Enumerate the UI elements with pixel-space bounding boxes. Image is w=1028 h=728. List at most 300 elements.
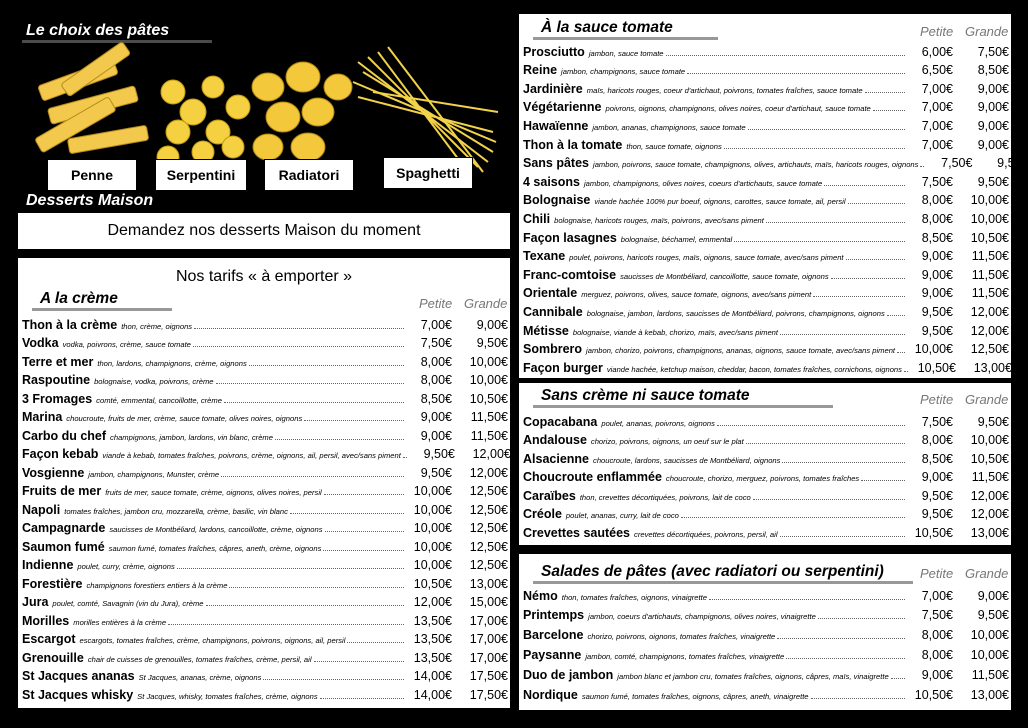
item-name: Barcelone [523,628,584,643]
price-large: 12,00€ [970,323,1009,338]
dot-leader [347,642,404,643]
tomato-menu-panel [519,14,1028,378]
item-description: bolognaise, jambon, lardons, saucisses de Montbéliard, poivrons, champignons, oignons [586,308,885,318]
item-description: bolognaise, viande à kebab, chorizo, maïs, avec/sans piment [572,327,779,337]
price-small: 9,00€ [921,249,953,264]
item-description: thon, sauce tomate, oignons [626,141,722,151]
item-name: Forestière [22,576,83,591]
menu-item-row [22,387,508,406]
menu-item-row [523,114,1009,133]
item-name: Paysanne [523,647,582,662]
size-small-label: Petite [920,24,954,39]
dot-leader [194,328,404,329]
price-large: 17,50€ [469,669,508,683]
item-description: jambon, sauce tomate [588,48,664,58]
item-name: Jura [22,595,49,609]
price-small: 14,00€ [413,669,452,683]
item-name: Reine [523,63,558,78]
price-small: 7,50€ [921,608,953,623]
item-name: Duo de jambon [523,667,614,682]
spaghetti-icon [353,47,498,172]
price-large: 10,00€ [970,193,1009,208]
item-description: thon, crème, oignons [121,321,193,331]
price-small: 9,50€ [420,465,452,480]
item-name: Indienne [22,558,74,572]
item-name: Thon à la tomate [523,137,623,152]
item-description: champignons, jambon, lardons, vin blanc, crème [110,432,273,442]
price-small: 9,50€ [921,488,953,503]
size-small-label: Petite [419,296,453,311]
dot-leader [666,55,905,56]
menu-item-row [523,338,1009,357]
price-small: 7,00€ [921,137,953,152]
menu-item-row [22,480,508,499]
pasta-label-radiatori: Radiatori [264,159,354,191]
item-name: Bolognaise [523,193,591,208]
dot-leader [734,241,905,242]
price-large: 9,00€ [977,118,1009,133]
item-name: Façon burger [523,360,603,375]
price-small: 9,00€ [420,428,452,443]
item-description: poulet, poivrons, haricots rouges, maïs, oignons, sauce tomate, avec/sans piment [569,253,844,263]
price-large: 9,00€ [977,137,1009,152]
item-name: Choucroute enflammée [523,470,662,484]
price-large: 10,00€ [970,211,1009,226]
price-large: 13,00€ [970,687,1009,702]
item-name: Sombrero [523,342,583,357]
price-small: 9,00€ [921,286,953,301]
dot-leader [229,587,404,588]
item-description: choucroute, lardons, saucisses de Montbéliard, oignons [593,455,781,465]
price-small: 8,00€ [921,647,953,662]
price-large: 11,50€ [971,267,1009,282]
price-large: 9,50€ [977,414,1009,429]
menu-item-row [523,624,1009,643]
item-name: Jardinière [523,81,583,96]
item-name: St Jacques ananas [22,669,135,683]
price-large: 10,00€ [970,433,1009,447]
menu-item-row [523,40,1009,59]
menu-item-row [22,424,508,443]
item-description: St Jacques, ananas, crème, oignons [138,673,262,682]
item-description: poulet, comté, Savagnin (vin du Jura), crème [52,599,204,608]
menu-item-row [523,484,1009,503]
item-description: fruits de mer, sauce tomate, crème, oignons, olives noires, persil [105,488,322,497]
item-name: Fruits de mer [22,484,102,498]
item-name: Végétarienne [523,100,602,115]
menu-item-row [22,517,508,536]
price-small: 9,50€ [423,447,455,461]
item-name: Campagnarde [22,521,106,535]
dot-leader [324,494,404,495]
pasta-label-penne: Penne [47,159,137,191]
item-description: chorizo, poivrons, oignons, un oeuf sur le plat [590,437,744,446]
dot-leader [780,536,905,537]
dot-leader [290,513,404,514]
item-name: Morilles [22,613,70,628]
penne-icon [35,41,149,153]
radiatori-icon [252,62,352,161]
item-description: jambon, comté, champignons, tomates fraîches, vinaigrette [585,651,785,661]
pasta-label-serpentini: Serpentini [155,159,247,191]
item-description: bolognaise, haricots rouges, maïs, poivrons, avec/sans piment [554,215,764,225]
salad-menu-panel [519,554,1011,710]
price-small: 10,00€ [413,521,452,535]
dot-leader [746,443,905,444]
item-description: saumon fumé, tomates fraîches, oignons, câpres, aneth, vinaigrette [581,691,809,701]
item-name: Vodka [22,336,59,350]
dot-leader [263,679,404,680]
item-name: Crevettes sautées [523,525,631,540]
item-description: jambon, champignons, Munster, crème [88,469,220,479]
pasta-section-title: Le choix des pâtes [26,22,170,39]
price-small: 9,50€ [921,323,953,338]
price-large: 12,00€ [970,488,1009,503]
price-large: 11,50€ [470,428,508,443]
item-name: Sans pâtes [523,156,590,171]
size-small-label: Petite [920,392,954,407]
item-description: comté, emmental, cancoillotte, crème [96,395,222,405]
item-description: poulet, ananas, curry, lait de coco [565,511,679,520]
item-name: Némo [523,588,558,603]
item-name: Hawaïenne [523,118,589,133]
item-description: poivrons, oignons, champignons, olives noires, coeur d'artichaut, sauce tomate [605,104,871,114]
dot-leader [221,476,404,477]
item-description: chorizo, poivrons, oignons, tomates fraîches, vinaigrette [587,632,776,642]
dot-leader [320,698,404,699]
price-small: 8,00€ [921,628,953,643]
price-large: 10,50€ [970,230,1009,245]
menu-item-row [523,245,1009,264]
section-title-salad: Salades de pâtes (avec radiatori ou serpentini) [541,563,884,580]
price-large: 17,00€ [469,650,508,665]
dot-leader [897,352,905,353]
price-large: 10,50€ [469,391,508,406]
dot-leader [920,166,924,167]
menu-item-row [523,59,1009,78]
dot-leader [848,203,905,204]
item-description: tomates fraîches, jambon cru, mozzarella, crème, basilic, vin blanc [64,506,288,516]
price-large: 12,00€ [472,447,511,461]
price-large: 15,00€ [469,595,508,609]
menu-item-row [22,332,508,351]
menu-item-row [22,461,508,480]
price-large: 9,00€ [977,100,1009,115]
price-small: 7,00€ [921,588,953,603]
price-small: 10,50€ [917,360,956,375]
price-large: 12,00€ [469,465,508,480]
menu-item-row [523,663,1009,682]
price-large: 17,00€ [469,632,508,646]
dot-leader [314,661,404,662]
price-large: 9,50€ [476,336,508,350]
item-name: Chili [523,211,551,226]
takeaway-header: Nos tarifs « à emporter » [175,268,353,285]
item-description: bolognaise, béchamel, emmental [620,234,733,244]
item-description: jambon, coeurs d'artichauts, champignons, olives noires, vinaigrette [588,612,816,622]
item-description: viande à kebab, tomates fraîches, poivrons, crème, oignons, ail, persil, avec/sans piment [102,451,401,460]
item-description: saucisses de Montbéliard, lardons, cancoillotte, crème, oignons [109,525,323,534]
dot-leader [748,129,905,130]
section-title-nocream: Sans crème ni sauce tomate [541,387,750,404]
price-large: 12,50€ [469,539,508,554]
dot-leader [717,425,905,426]
dot-leader [709,599,905,600]
dot-leader [865,92,905,93]
price-small: 7,50€ [921,174,953,189]
menu-item-row [523,604,1009,623]
left-menu-panel [18,258,510,708]
item-description: merguez, poivrons, olives, sauce tomate, oignons, avec/sans piment [581,290,812,300]
price-large: 11,50€ [971,249,1009,264]
price-small: 9,50€ [921,304,953,319]
price-large: 12,50€ [469,484,508,498]
menu-item-row [523,466,1009,485]
dot-leader [904,371,908,372]
price-small: 7,00€ [921,118,953,133]
item-name: Caraïbes [523,488,576,503]
price-small: 9,50€ [921,507,953,521]
dot-leader [177,568,404,569]
price-small: 10,50€ [413,576,452,591]
dot-leader [811,698,905,699]
price-large: 7,50€ [977,44,1009,59]
price-large: 13,00€ [970,525,1009,540]
price-small: 8,00€ [921,433,953,447]
menu-item-row [523,584,1009,603]
price-large: 9,50€ [997,156,1028,171]
item-description: poulet, curry, crème, oignons [77,562,175,571]
menu-item-row [22,683,508,702]
price-large: 12,50€ [469,558,508,572]
price-small: 8,00€ [921,193,953,208]
price-small: 7,00€ [921,100,953,115]
price-large: 12,50€ [469,521,508,535]
price-large: 10,00€ [970,628,1009,643]
dot-leader [681,517,905,518]
item-name: Carbo du chef [22,428,107,443]
price-small: 13,50€ [413,613,452,628]
item-description: vodka, poivrons, crème, sauce tomate [62,340,191,349]
price-large: 10,00€ [970,647,1009,662]
price-small: 8,00€ [420,354,452,369]
item-name: Copacabana [523,414,598,429]
menu-item-row [22,498,508,517]
dot-leader [325,531,404,532]
menu-item-row [22,443,511,462]
price-large: 12,00€ [970,304,1009,319]
dot-leader [891,678,905,679]
dot-leader [846,259,905,260]
price-small: 9,00€ [921,470,953,484]
dot-leader [831,278,905,279]
item-name: Vosgienne [22,465,85,480]
dot-leader [782,462,905,463]
price-large: 11,50€ [971,470,1009,484]
menu-item-row [523,643,1009,662]
item-name: Franc-comtoise [523,267,617,282]
item-description: crevettes décortiquées, poivrons, persil, ail [634,529,778,539]
price-large: 12,50€ [469,502,508,517]
dot-leader [873,110,905,111]
item-description: chair de cuisses de grenouilles, tomates fraîches, crème, persil, ail [87,654,312,664]
price-small: 7,00€ [921,81,953,96]
price-large: 17,00€ [469,613,508,628]
price-large: 9,00€ [476,317,508,332]
menu-item-row [523,282,1009,301]
item-name: Saumon fumé [22,539,105,554]
menu-item-row [523,300,1009,319]
price-small: 9,00€ [921,667,953,682]
dot-leader [249,365,404,366]
menu-item-row [523,683,1009,702]
price-small: 8,50€ [921,451,953,466]
menu-item-row [22,609,508,628]
dot-leader [403,457,407,458]
price-small: 10,50€ [914,687,953,702]
dot-leader [780,334,905,335]
dot-leader [861,480,905,481]
item-name: Prosciutto [523,44,585,59]
item-description: jambon, chorizo, poivrons, champignons, ananas, oignons, sauce tomate, avec/sans piment [586,346,896,356]
item-description: thon, lardons, champignons, crème, oignons [97,358,247,368]
price-large: 11,50€ [971,286,1009,301]
item-description: bolognaise, vodka, poivrons, crème [94,377,214,386]
item-name: Andalouse [523,433,587,447]
item-description: saucisses de Montbéliard, cancoillotte, sauce tomate, oignons [620,271,829,281]
menu-item-row [22,535,508,554]
dot-leader [887,315,905,316]
item-name: Thon à la crème [22,317,118,332]
item-description: jambon, champignons, olives noires, coeurs d'artichauts, sauce tomate [583,178,823,188]
price-small: 8,50€ [921,230,953,245]
price-small: 7,50€ [420,336,452,350]
item-description: viande hachée 100% pur boeuf, oignons, carottes, sauce tomate, ail, persil [594,197,846,207]
desserts-message: Demandez nos desserts Maison du moment [18,213,510,249]
price-small: 8,50€ [420,391,452,406]
price-small: 14,00€ [413,687,452,702]
item-name: 4 saisons [523,174,580,189]
menu-item-row [523,319,1009,338]
price-large: 13,00€ [469,576,508,591]
menu-item-row [523,189,1009,208]
menu-item-row [523,152,1028,171]
section-title-creme: A la crème [40,290,118,307]
dot-leader [813,296,905,297]
menu-item-row [523,77,1009,96]
price-small: 13,50€ [413,632,452,646]
menu-item-row [523,207,1009,226]
dot-leader [824,185,905,186]
menu-item-row [22,406,508,425]
price-large: 12,00€ [970,507,1009,521]
menu-item-row [22,350,508,369]
price-large: 17,50€ [469,687,508,702]
price-large: 9,00€ [977,81,1009,96]
price-small: 10,50€ [914,525,953,540]
price-small: 12,00€ [413,595,452,609]
price-small: 7,00€ [420,317,452,332]
item-name: Alsacienne [523,451,590,466]
item-description: thon, tomates fraîches, oignons, vinaigrette [561,592,707,602]
dot-leader [724,148,905,149]
size-small-label: Petite [920,566,954,581]
item-description: viande hachée, ketchup maison, cheddar, bacon, tomates fraîches, cornichons, oignons [606,364,902,374]
price-small: 9,00€ [420,410,452,424]
price-large: 10,50€ [970,451,1009,466]
item-name: Métisse [523,323,569,338]
price-large: 10,00€ [469,354,508,369]
item-name: Texane [523,249,566,264]
dot-leader [168,624,404,625]
section-title-tomate: À la sauce tomate [541,19,673,36]
price-small: 8,00€ [420,373,452,387]
item-name: Orientale [523,286,578,301]
menu-item-row [523,521,1009,540]
dot-leader [786,658,905,659]
item-name: Marina [22,410,63,424]
nocream-menu-panel [519,383,1011,545]
menu-item-row [523,96,1009,115]
menu-item-row [523,226,1009,245]
item-name: Terre et mer [22,354,94,369]
menu-item-row [22,369,508,388]
dot-leader [753,499,905,500]
price-small: 13,50€ [413,650,452,665]
item-description: choucroute, fruits de mer, crème, sauce tomate, olives noires, oignons [66,414,303,423]
price-small: 10,00€ [413,558,452,572]
size-large-label: Grande [965,566,1009,581]
size-large-label: Grande [464,296,508,311]
dot-leader [766,222,905,223]
item-name: St Jacques whisky [22,687,134,702]
item-name: 3 Fromages [22,391,93,406]
price-large: 9,50€ [977,608,1009,623]
dot-leader [777,638,905,639]
price-small: 10,00€ [413,484,452,498]
menu-item-row [22,554,508,573]
menu-item-row [22,665,508,684]
pasta-label-spaghetti: Spaghetti [383,157,473,189]
item-name: Grenouille [22,650,84,665]
item-description: jambon blanc et jambon cru, tomates fraîches, oignons, câpres, maïs, vinaigrette [617,671,889,681]
dot-leader [206,605,404,606]
price-small: 7,50€ [921,414,953,429]
item-name: Nordique [523,687,578,702]
item-description: jambon, champignons, sauce tomate [561,67,686,77]
price-small: 10,00€ [413,539,452,554]
item-name: Napoli [22,502,61,517]
item-name: Créole [523,507,562,521]
desserts-title: Desserts Maison [26,192,154,209]
item-description: escargots, tomates fraîches, crème, champignons, poivrons, oignons, ail, persil [79,636,346,645]
dot-leader [323,550,404,551]
dot-leader [193,346,404,347]
item-name: Escargot [22,632,76,646]
menu-item-row [22,591,508,610]
price-small: 8,00€ [921,211,953,226]
dot-leader [818,618,905,619]
menu-item-row [523,447,1009,466]
price-large: 11,50€ [470,410,508,424]
dot-leader [304,420,404,421]
menu-item-row [523,263,1009,282]
menu-item-row [22,572,508,591]
item-name: Raspoutine [22,373,91,387]
price-large: 12,50€ [970,342,1009,357]
item-description: jambon, ananas, champignons, sauce tomate [592,122,746,132]
price-small: 10,00€ [914,342,953,357]
